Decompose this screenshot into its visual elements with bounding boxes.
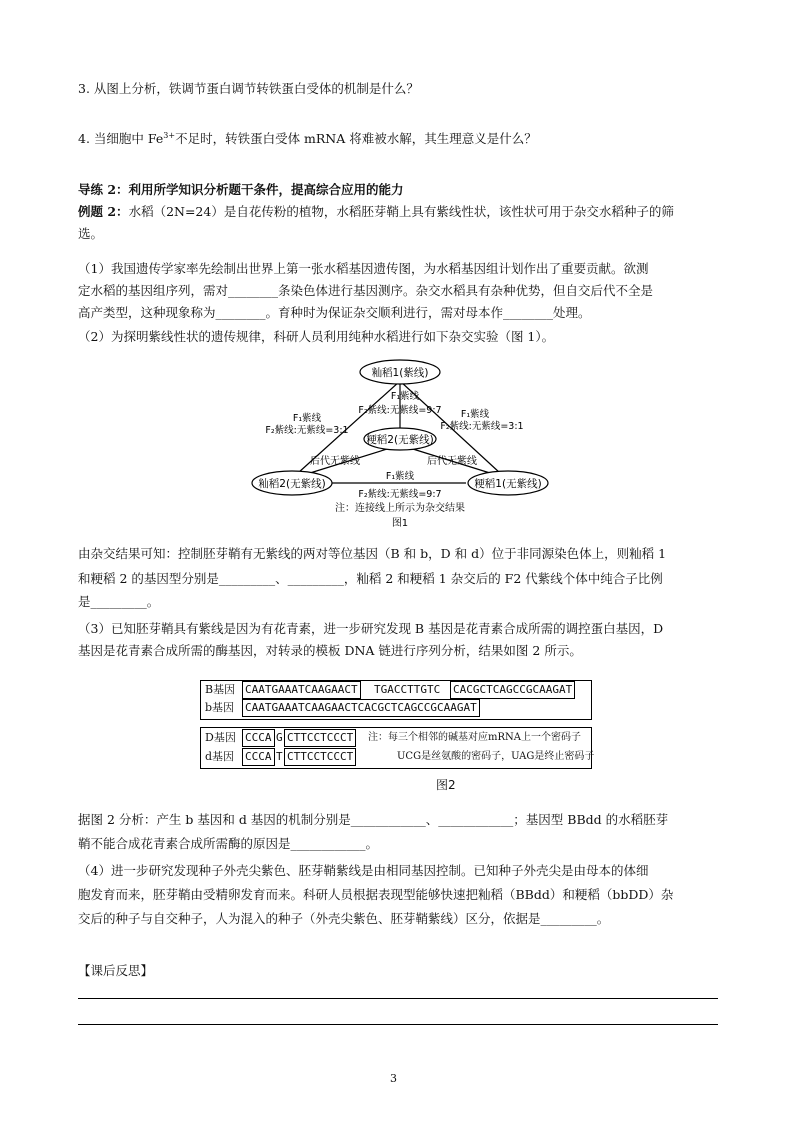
right-f2-label: F₂紫线:无紫线=3:1 [440,421,524,432]
reflection-rule-2 [78,1024,718,1025]
right-f1-label: F₁紫线 [460,409,490,420]
right-offspring-label: 后代无紫线 [427,456,477,467]
gene-B-mid: TGACCTTGTC [374,683,441,696]
question-4-pre: 4. 当细胞中 Fe [78,131,164,146]
example-2-line2: 选。 [78,226,104,241]
example-label: 例题 2： [78,204,129,219]
gene-d-label: d基因 [205,750,235,763]
node-top-label: 籼稻1(紫线) [371,367,429,379]
question-4 [78,130,718,148]
figure-2-caption: 图2 [436,778,456,792]
gene-B-seg1: CAATGAAATCAAGAACT [242,681,361,699]
part3-line2: 基因是花青素合成所需的酶基因，对转录的模板 DNA 链进行序列分析，结果如图 2 所示。 [78,643,582,658]
question-4-post: 不足时，转铁蛋白受体 mRNA 将难被水解，其生理意义是什么？ [175,131,537,146]
left-f1-label: F₁紫线 [292,413,322,424]
mid-f1-label: F₁紫线 [390,391,420,402]
example-2-line1 [78,203,718,221]
part2-result-line2: 和粳稻 2 的基因型分别是_________、_________，籼稻 2 和粳稻 1 杂交后的 F2 代紫线个体中纯合子比例 [78,571,663,586]
gene-b-label: b基因 [205,701,235,714]
question-4-sup: 3+ [163,130,176,140]
figure-2-note-1: 注：每三个相邻的碱基对应mRNA上一个密码子 [368,732,581,743]
part3-analysis-line2: 鞘不能合成花青素合成所需酶的原因是____________。 [78,836,379,851]
part1-line2: 定水稻的基因组序列，需对________条染色体进行基因测序。杂交水稻具有杂种优势，但自交后代不全是 [78,283,654,298]
node-left-label: 籼稻2(无紫线) [258,478,326,490]
left-f2-label: F₂紫线:无紫线=3:1 [265,425,349,436]
bottom-f2-label: F₂紫线:无紫线=9:7 [358,489,442,500]
figure-1-caption: 图1 [391,518,409,529]
gene-D-seg2: CTTCCTCCCT [284,729,356,747]
bottom-f1-label: F₁紫线 [385,471,415,482]
gene-D-mid: G [276,731,283,744]
node-right-label: 粳稻1(无紫线) [474,478,542,490]
gene-d-seg2: CTTCCTCCCT [284,748,356,766]
gene-D-seg1: CCCA [242,729,275,747]
part1-line3: 高产类型，这种现象称为________。育种时为保证杂交顺利进行，需对母本作________处理。 [78,305,591,320]
gene-d-seg1: CCCA [242,748,275,766]
section-title: 导练 2：利用所学知识分析题干条件，提高综合应用的能力 [78,182,404,197]
figure-1-note: 注：连接线上所示为杂交结果 [335,503,465,514]
example-text: 水稻（2N=24）是自花传粉的植物，水稻胚芽鞘上具有紫线性状，该性状可用于杂交水稻种子的筛 [128,204,674,219]
part4-line3: 交后的种子与自交种子，人为混入的种子（外壳尖紫色、胚芽鞘紫线）区分，依据是_________。 [78,911,610,926]
gene-D-label: D基因 [205,731,236,744]
question-3: 3. 从图上分析，铁调节蛋白调节转铁蛋白受体的机制是什么？ [78,81,419,96]
left-offspring-label: 后代无紫线 [310,456,360,467]
reflection-rule-1 [78,998,718,999]
gene-b-seg: CAATGAAATCAAGAACTCACGCTCAGCCGCAAGAT [242,699,480,717]
part3-analysis-line1: 据图 2 分析：产生 b 基因和 d 基因的机制分别是____________、____________；基因型 BBdd 的水稻胚芽 [78,812,669,827]
gene-B-label: B基因 [205,683,236,696]
gene-d-mid: T [276,750,283,763]
part3-line1: （3）已知胚芽鞘具有紫线是因为有花青素，进一步研究发现 B 基因是花青素合成所需的调控蛋白基因，D [78,621,664,636]
part4-line1: （4）进一步研究发现种子外壳尖紫色、胚芽鞘紫线是由相同基因控制。已知种子外壳尖是由母本的体细 [78,863,649,878]
part2-line: （2）为探明紫线性状的遗传规律，科研人员利用纯种水稻进行如下杂交实验（图 1）。 [78,329,555,344]
reflection-heading: 【课后反思】 [78,963,154,978]
gene-B-seg2: CACGCTCAGCCGCAAGAT [450,681,575,699]
part2-result-line1: 由杂交结果可知：控制胚芽鞘有无紫线的两对等位基因（B 和 b，D 和 d）位于非同源染色体上，则籼稻 1 [78,546,667,561]
page-number: 3 [390,1072,397,1085]
mid-f2-label: F₂紫线:无紫线=9:7 [358,405,442,416]
part4-line2: 胞发育而来，胚芽鞘由受精卵发育而来。科研人员根据表现型能够快速把籼稻（BBdd）和粳稻（bbDD）杂 [78,887,674,902]
part2-result-line3: 是_________。 [78,594,160,609]
node-center-label: 粳稻2(无紫线) [366,434,434,446]
part1-line1: （1）我国遗传学家率先绘制出世界上第一张水稻基因遗传图，为水稻基因组计划作出了重要贡献。欲测 [78,261,649,276]
figure-2-note-2: UCG是丝氨酸的密码子，UAG是终止密码子 [397,751,595,762]
figure-1-diagram [250,355,550,535]
